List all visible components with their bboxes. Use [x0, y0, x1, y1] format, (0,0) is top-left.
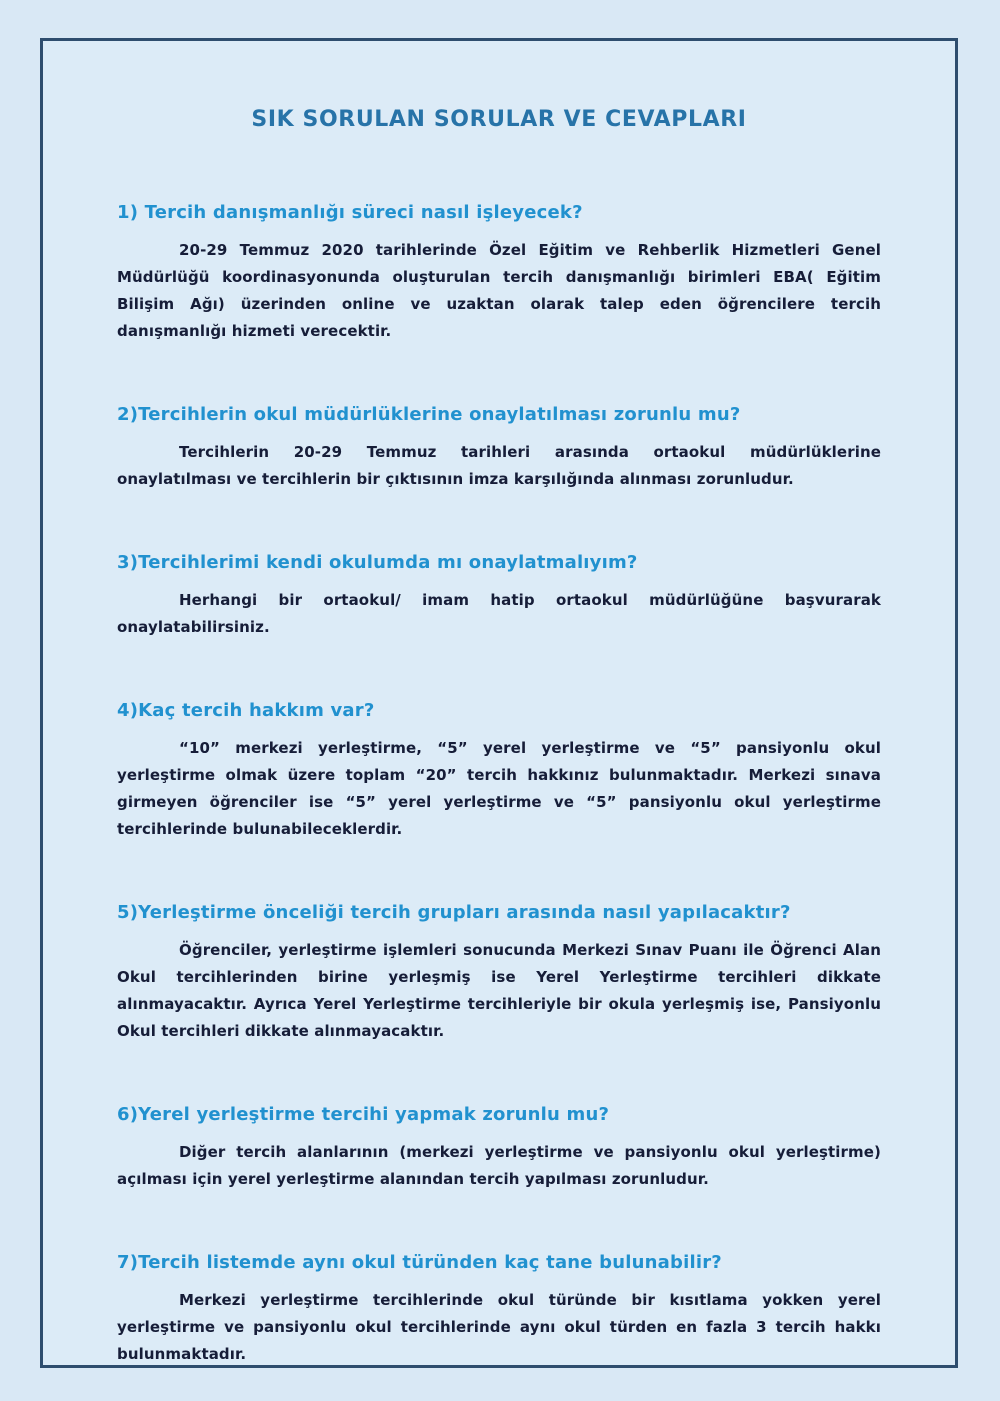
faq-question: 6)Yerel yerleştirme tercihi yapmak zorunlu mu?	[117, 1104, 610, 1125]
faq-answer: Herhangi bir ortaokul/ imam hatip ortaokul müdürlüğüne başvurarak onaylatabilirsiniz.	[117, 591, 881, 636]
document-content	[43, 107, 955, 1368]
faq-question: 2)Tercihlerin okul müdürlüklerine onaylatılması zorunlu mu?	[117, 404, 741, 425]
faq-question: 7)Tercih listemde aynı okul türünden kaç tane bulunabilir?	[117, 1252, 722, 1273]
faq-list	[117, 202, 881, 1368]
faq-answer: Merkezi yerleştirme tercihlerinde okul türünde bir kısıtlama yokken yerel yerleştirme ve pansiyonlu okul tercihlerinde aynı okul türden en fazla 3 tercih hakkı bulunmaktadır.	[117, 1291, 881, 1363]
faq-item	[117, 404, 881, 493]
faq-item	[117, 1252, 881, 1368]
page-title: SIK SORULAN SORULAR VE CEVAPLARI	[251, 107, 747, 132]
faq-question: 1) Tercih danışmanlığı süreci nasıl işleyecek?	[117, 202, 583, 223]
document-page-frame	[40, 38, 958, 1368]
faq-item	[117, 202, 881, 345]
faq-question: 4)Kaç tercih hakkım var?	[117, 700, 375, 721]
faq-answer: 20-29 Temmuz 2020 tarihlerinde Özel Eğitim ve Rehberlik Hizmetleri Genel Müdürlüğü koordinasyonunda oluşturulan tercih danışmanlığı birimleri EBA( Eğitim Bilişim Ağı) üzerinden online ve uzaktan olarak talep eden öğrencilere tercih danışmanlığı hizmeti verecektir.	[117, 241, 881, 340]
faq-item	[117, 552, 881, 641]
faq-question: 3)Tercihlerimi kendi okulumda mı onaylatmalıyım?	[117, 552, 638, 573]
faq-item	[117, 1104, 881, 1193]
faq-item	[117, 700, 881, 843]
faq-answer: Diğer tercih alanlarının (merkezi yerleştirme ve pansiyonlu okul yerleştirme) açılması için yerel yerleştirme alanından tercih yapılması zorunludur.	[117, 1143, 881, 1188]
faq-question: 5)Yerleştirme önceliği tercih grupları arasında nasıl yapılacaktır?	[117, 902, 791, 923]
faq-item	[117, 902, 881, 1045]
faq-answer: Tercihlerin 20-29 Temmuz tarihleri arasında ortaokul müdürlüklerine onaylatılması ve tercihlerin bir çıktısının imza karşılığında alınması zorunludur.	[117, 443, 881, 488]
faq-answer: Öğrenciler, yerleştirme işlemleri sonucunda Merkezi Sınav Puanı ile Öğrenci Alan Okul tercihlerinden birine yerleşmiş ise Yerel Yerleştirme tercihleri dikkate alınmayacaktır. Ayrıca Yerel Yerleştirme tercihleriyle bir okula yerleşmiş ise, Pansiyonlu Okul tercihleri dikkate alınmayacaktır.	[117, 941, 881, 1040]
faq-answer: “10” merkezi yerleştirme, “5” yerel yerleştirme ve “5” pansiyonlu okul yerleştirme olmak üzere toplam “20” tercih hakkınız bulunmaktadır. Merkezi sınava girmeyen öğrenciler ise “5” yerel yerleştirme ve “5” pansiyonlu okul yerleştirme tercihlerinde bulunabileceklerdir.	[117, 739, 881, 838]
